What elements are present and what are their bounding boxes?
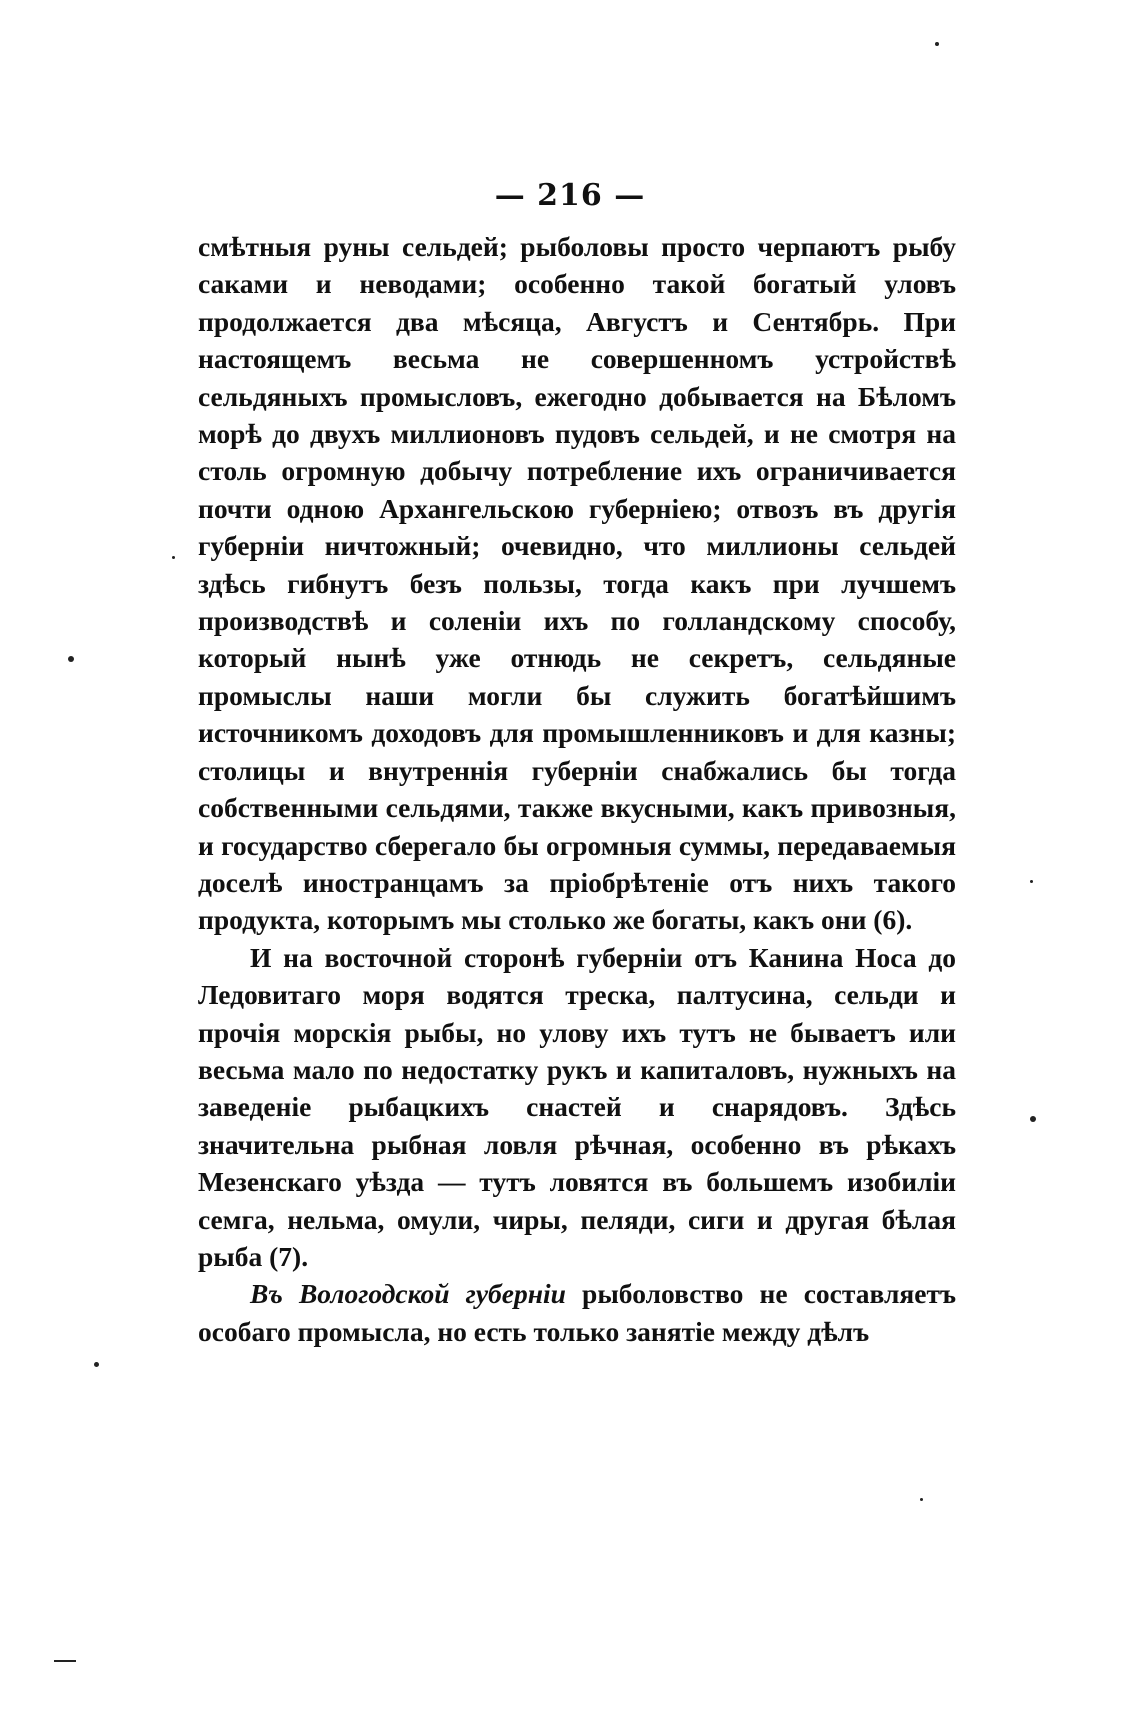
scan-speck bbox=[1030, 1116, 1036, 1122]
page-number: — 216 — bbox=[494, 178, 646, 213]
paragraph-1: смѣтныя руны сельдей; рыболовы просто черпаютъ рыбу саками и неводами; особенно такой богатый уловъ продолжается два мѣсяца, Августъ и Сентябрь. При настоящемъ весьма не совершенномъ устройствѣ сельдяныхъ промысловъ, ежегодно добывается на Бѣломъ морѣ до двухъ миллионовъ пудовъ сельдей, и не смотря на столь огромную добычу потребление ихъ ограничивается почти одною Архангельскою губерніею; отвозъ въ другія губерніи ничтожный; очевидно, что миллионы сельдей здѣсь гибнутъ безъ пользы, тогда какъ при лучшемъ производствѣ и соленіи ихъ по голландскому способу, который нынѣ уже отнюдь не секретъ, сельдяные промыслы наши могли бы служить богатѣйшимъ источникомъ доходовъ для промышленниковъ и для казны; столицы и внутреннія губерніи снабжались бы тогда собственными сельдями, также вкусными, какъ привозныя, и государство сберегало бы огромныя суммы, передаваемыя доселѣ иностранцамъ за пріобрѣтеніе отъ нихъ такого продукта, которымъ мы столько же богаты, какъ они (6). bbox=[198, 231, 956, 936]
paragraph-3 bbox=[198, 1275, 956, 1350]
paragraph-2: И на восточной сторонѣ губерніи отъ Канина Носа до Ледовитаго моря водятся треска, палтусина, сельди и прочія морскія рыбы, но улову ихъ тутъ не бываетъ или весьма мало по недостатку рукъ и капиталовъ, нужныхъ на заведеніе рыбацкихъ снастей и снарядовъ. Здѣсь значительна рыбная ловля рѣчная, особенно въ рѣкахъ Мезенскаго уѣзда — тутъ ловятся въ большемъ изобиліи семга, нельма, омули, чиры, пеляди, сиги и другая бѣлая рыба (7). bbox=[198, 941, 956, 1272]
scan-speck bbox=[94, 1362, 99, 1367]
scan-speck bbox=[172, 556, 175, 559]
scan-speck bbox=[935, 42, 939, 46]
scan-speck bbox=[920, 1498, 923, 1501]
paragraph-3-lead: Въ Вологодской губерніи bbox=[250, 1278, 566, 1310]
scan-speck bbox=[1030, 880, 1033, 883]
scan-speck bbox=[68, 656, 74, 662]
body-text bbox=[198, 228, 956, 1350]
paragraph-3-text: рыболовство не составляетъ особаго промысла, но есть только занятіе между дѣлъ bbox=[198, 1278, 956, 1347]
scan-mark bbox=[54, 1660, 76, 1662]
